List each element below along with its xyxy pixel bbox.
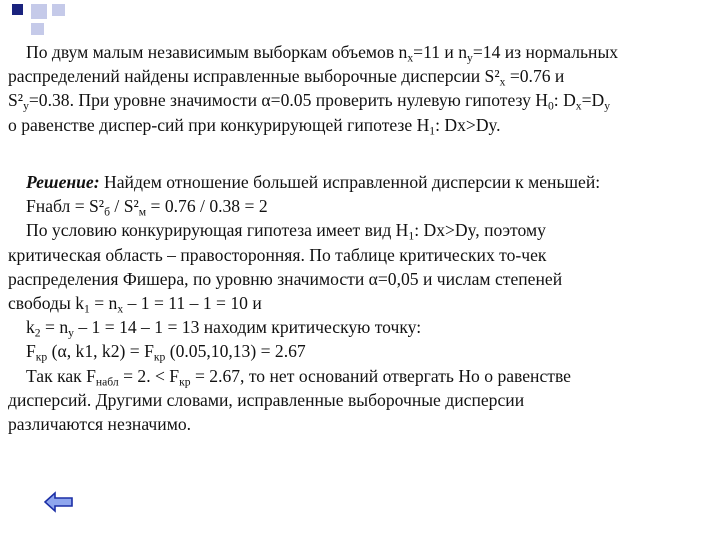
text: свободы k — [8, 293, 85, 314]
text: – 1 = 14 – 1 = 13 находим критическую точку: — [73, 317, 422, 338]
text: : Dx>Dy, поэтому — [414, 220, 546, 241]
solution-line — [8, 364, 704, 388]
subscript: 0 — [547, 99, 554, 113]
text: F — [26, 341, 36, 362]
solution-line — [8, 218, 704, 242]
text: = n — [89, 293, 118, 314]
subscript: y — [68, 326, 74, 340]
subscript: б — [104, 205, 111, 219]
solution-line — [8, 291, 704, 315]
decorative-corner-squares — [0, 0, 80, 42]
text: S² — [8, 90, 24, 111]
problem-line — [8, 40, 704, 64]
text: о равенстве диспер-сий при конкурирующей гипотезе H — [8, 114, 430, 135]
subscript: x — [499, 75, 506, 89]
corner-square — [52, 4, 65, 16]
subscript: 1 — [429, 123, 436, 137]
corner-square — [31, 23, 44, 35]
subscript: y — [23, 99, 29, 113]
text: = 2. < F — [118, 365, 180, 386]
text: распределения Фишера, по уровню значимости α=0,05 и числам степеней — [8, 268, 563, 289]
text: =14 из нормальных — [472, 42, 619, 62]
text: = 0.76 / 0.38 = 2 — [146, 196, 268, 217]
solution-line — [8, 388, 704, 412]
text: различаются незначимо. — [8, 414, 192, 435]
solution-line — [8, 243, 704, 267]
text: дисперсий. Другими словами, исправленные выборочные дисперсии — [8, 389, 525, 410]
text: = 2.67, то нет оснований отвергать Ho о равенстве — [190, 365, 571, 386]
subscript: x — [117, 302, 124, 316]
text: Fнабл = S² — [26, 196, 105, 217]
subscript: м — [138, 205, 147, 219]
solution-line — [8, 267, 704, 291]
text: : Dx>Dy. — [435, 114, 501, 135]
subscript: x — [575, 99, 582, 113]
text: Найдем отношение большей исправленной дисперсии к меньшей: — [99, 172, 601, 192]
solution-line — [8, 315, 704, 339]
subscript: набл — [95, 374, 119, 388]
text: =D — [581, 90, 605, 111]
problem-line — [8, 88, 704, 112]
subscript: y — [604, 99, 611, 113]
text: – 1 = 11 – 1 = 10 и — [123, 293, 262, 314]
subscript: 2 — [34, 326, 41, 340]
problem-line — [8, 113, 704, 137]
text: распределений найдены исправленные выборочные дисперсии S² — [8, 66, 500, 87]
text: По двум малым независимым выборкам объемов n — [26, 42, 408, 62]
solution-line — [8, 412, 704, 436]
text: Так как F — [26, 365, 96, 386]
corner-square — [31, 4, 47, 19]
back-arrow-icon-graphic — [44, 491, 74, 513]
problem-statement — [8, 40, 704, 137]
text: По условию конкурирующая гипотеза имеет вид H — [26, 220, 409, 241]
text: = n — [40, 317, 69, 338]
text: =0.38. При уровне значимости α=0.05 проверить нулевую гипотезу H — [28, 90, 548, 111]
text: / S² — [110, 196, 139, 217]
text: =0.76 и — [505, 66, 565, 87]
problem-line — [8, 64, 704, 88]
solution-line — [8, 170, 704, 194]
text: (α, k1, k2) = F — [47, 341, 154, 362]
text: (0.05,10,13) = 2.67 — [165, 341, 306, 362]
corner-square — [12, 4, 23, 15]
text: =11 и n — [413, 42, 468, 62]
solution-line — [8, 194, 704, 218]
text: : D — [553, 90, 576, 111]
subscript: 1 — [408, 229, 415, 243]
subscript: x — [407, 51, 414, 65]
text: k — [26, 317, 35, 338]
solution-heading: Решение: — [26, 172, 100, 192]
subscript: кр — [179, 374, 191, 388]
subscript: y — [467, 51, 473, 65]
solution-block — [8, 170, 704, 436]
subscript: кр — [153, 350, 166, 364]
subscript: 1 — [84, 302, 90, 316]
text: критическая область – правосторонняя. По таблице критических то-чек — [8, 244, 547, 265]
back-arrow-icon[interactable] — [44, 491, 74, 513]
solution-line — [8, 339, 704, 363]
subscript: кр — [35, 350, 48, 364]
